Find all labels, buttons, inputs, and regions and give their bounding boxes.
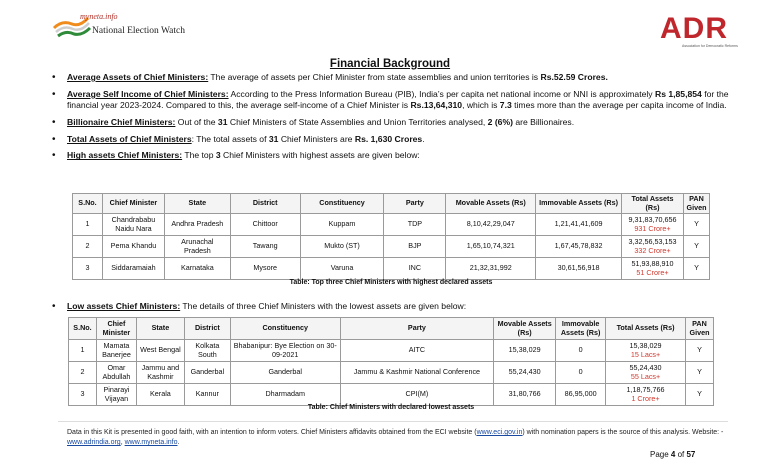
cell-constituency: Bhabanipur: Bye Election on 30-09-2021 [230,340,340,362]
bullet-text: 31 [217,116,228,127]
footer-end: . [177,439,180,446]
total-in-words: 332 Crore+ [634,245,671,255]
bullet-item [48,117,738,128]
cell-total [622,258,684,280]
cell-party: CPI(M) [340,384,494,406]
cell-district: Mysore [230,258,300,280]
column-header: State [136,318,184,340]
cell-sno: 2 [73,236,103,258]
column-header: Chief Minister [96,318,136,340]
bullet-heading: Low assets Chief Ministers: [67,301,181,311]
cell-state: Karnataka [164,258,230,280]
bullet-text: . [422,133,425,144]
table-header-row [69,318,714,340]
cell-immovable: 0 [556,362,606,384]
cell-party: AITC [340,340,494,362]
bullet-text: 31 [268,133,279,144]
cell-movable: 1,65,10,74,321 [446,236,536,258]
cell-district: Kannur [184,384,230,406]
total-amount: 15,38,029 [629,340,662,350]
cell-party: INC [384,258,446,280]
footer-divider [58,421,728,422]
adr-logo [660,14,756,48]
cell-sno: 1 [73,214,103,236]
cell-state: West Bengal [136,340,184,362]
bullet-heading: High assets Chief Ministers: [67,150,183,161]
table-caption-low: Table: Chief Ministers with declared lowest assets [307,404,475,411]
cell-pan: Y [685,362,713,384]
total-in-words: 1 Crore+ [631,393,660,403]
page-number [650,450,695,459]
table-row [69,384,714,406]
bullet-text: are Billionaires. [512,116,575,127]
myneta-tag: myneta.info [80,12,118,21]
summary-bullets [48,72,738,167]
high-assets-table [72,193,710,280]
cell-sno: 3 [69,384,97,406]
column-header: Party [340,318,494,340]
cell-constituency: Ganderbal [230,362,340,384]
cell-sno: 1 [69,340,97,362]
bullet-item [48,134,738,145]
cell-movable: 21,32,31,992 [446,258,536,280]
page-of: of [675,450,687,459]
column-header: Movable Assets (Rs) [446,194,536,214]
total-in-words: 931 Crore+ [634,223,671,233]
low-assets-table [68,317,714,406]
cell-name: Omar Abdullah [96,362,136,384]
column-header: PAN Given [685,318,713,340]
cell-sno: 3 [73,258,103,280]
cell-pan: Y [683,258,709,280]
cell-constituency: Varuna [300,258,384,280]
cell-sno: 2 [69,362,97,384]
bullet-text: The average of assets per Chief Minister from state assemblies and union territories is [208,72,541,82]
cell-state: Arunachal Pradesh [164,236,230,258]
cell-movable: 31,80,766 [494,384,556,406]
cell-immovable: 86,95,000 [556,384,606,406]
cell-pan: Y [683,214,709,236]
myneta-link[interactable]: www.myneta.info [124,439,178,446]
page-header [0,0,780,52]
column-header: PAN Given [683,194,709,214]
cell-state: Kerala [136,384,184,406]
low-assets-bullet [48,301,738,318]
cell-district: Tawang [230,236,300,258]
total-in-words: 51 Crore+ [636,267,669,277]
cell-total [622,236,684,258]
bullet-text: 2 (6%) [487,116,513,127]
cell-name: Mamata Banerjee [96,340,136,362]
bullet-text: Chief Ministers of State Assemblies and Union Territories analysed, [227,116,488,127]
cell-party: TDP [384,214,446,236]
bullet-text: , which is [462,100,500,110]
column-header: Movable Assets (Rs) [494,318,556,340]
bullet-heading: Billionaire Chief Ministers: [67,116,176,127]
cell-immovable: 1,21,41,41,609 [536,214,622,236]
cell-name: Siddaramaiah [102,258,164,280]
bullet-text: Chief Ministers are [278,133,355,144]
bullet-text: for the financial year 2023-2024. Compared to this, the average self-income of a Chief Minister is [67,88,729,110]
total-amount: 1,18,75,766 [626,384,665,394]
cell-district: Ganderbal [184,362,230,384]
table-row [73,214,710,236]
table-row [73,236,710,258]
column-header: Chief Minister [102,194,164,214]
column-header: Immovable Assets (Rs) [536,194,622,214]
bullet-text: The details of three Chief Ministers with the lowest assets are given below: [180,301,467,311]
adr-logo-text: ADR [660,12,728,45]
cell-party: Jammu & Kashmir National Conference [340,362,494,384]
cell-constituency: Dharmadam [230,384,340,406]
page-current: 4 [670,450,676,459]
footer-text: Data in this Kit is presented in good faith, with an intention to inform voters. Chief Ministers affidavits obtained from the ECI website ( [67,429,477,436]
table-caption-high: Table: Top three Chief Ministers with highest declared assets [289,279,493,286]
column-header: State [164,194,230,214]
bullet-text: Rs. 1,630 Crores [354,133,423,144]
cell-total [606,384,686,406]
column-header: S.No. [73,194,103,214]
cell-total [606,362,686,384]
bullet-heading: Average Self Income of Chief Ministers: [67,88,229,99]
cell-total [622,214,684,236]
footer-note [67,428,727,448]
total-amount: 3,32,56,53,153 [628,236,677,246]
page-label: Page [650,450,671,459]
bullet-text: The top [182,150,216,161]
cell-movable: 8,10,42,29,047 [446,214,536,236]
adr-link[interactable]: www.adrindia.org [67,439,121,446]
cell-party: BJP [384,236,446,258]
cell-state: Andhra Pradesh [164,214,230,236]
page-total: 57 [686,450,696,459]
cell-pan: Y [683,236,709,258]
total-amount: 9,31,83,70,656 [628,214,677,224]
bullet-item [48,89,738,111]
cell-constituency: Mukto (ST) [300,236,384,258]
column-header: District [184,318,230,340]
column-header: Party [384,194,446,214]
total-in-words: 15 Lacs+ [630,349,661,359]
bullet-text: : The total assets of [191,133,269,144]
footer-sep: , [120,439,125,446]
column-header: Constituency [300,194,384,214]
cell-name: Pinarayi Vijayan [96,384,136,406]
bullet-item [48,150,738,161]
bullet-heading: Average Assets of Chief Ministers: [67,72,209,82]
column-header: Constituency [230,318,340,340]
cell-district: Chittoor [230,214,300,236]
cell-immovable: 1,67,45,78,832 [536,236,622,258]
cell-state: Jammu and Kashmir [136,362,184,384]
total-in-words: 55 Lacs+ [630,371,661,381]
column-header: District [230,194,300,214]
bullet-text: Rs 1,85,854 [654,88,702,99]
eci-link[interactable]: www.eci.gov.in [476,429,523,436]
footer-text: ) with nomination papers is the source of this analysis. Website: - [522,429,724,436]
cell-pan: Y [685,384,713,406]
adr-logo-subtitle: Association for Democratic Reforms [682,44,738,48]
total-amount: 51,93,88,910 [631,258,674,268]
bullet-heading: Total Assets of Chief Ministers [67,133,192,144]
cell-movable: 55,24,430 [494,362,556,384]
cell-immovable: 30,61,56,918 [536,258,622,280]
cell-pan: Y [685,340,713,362]
bullet-text: times more than the average per capita income of India. [511,100,727,110]
bullet-text: Rs.52.59 Crores. [540,72,608,82]
bullet-text: 7.3 [499,100,512,110]
cell-immovable: 0 [556,340,606,362]
bullet-text: Rs.13,64,310 [410,100,463,110]
column-header: Immovable Assets (Rs) [556,318,606,340]
cell-name: Chandrababu Naidu Nara [102,214,164,236]
brand-name: National Election Watch [92,26,185,36]
cell-name: Pema Khandu [102,236,164,258]
bullet-text: Chief Ministers with highest assets are given below: [220,150,420,161]
cell-movable: 15,38,029 [494,340,556,362]
bullet-text: 3 [215,150,221,161]
column-header: Total Assets (Rs) [622,194,684,214]
bullet-text: Out of the [175,116,218,127]
page-title: Financial Background [329,58,451,70]
bullet-item [48,72,738,83]
column-header: S.No. [69,318,97,340]
cell-constituency: Kuppam [300,214,384,236]
column-header: Total Assets (Rs) [606,318,686,340]
table-header-row [73,194,710,214]
table-row [73,258,710,280]
cell-total [606,340,686,362]
bullet-text: According to the Press Information Bureau (PIB), India’s per capita net national income or NNI is approximately [228,88,655,99]
national-election-watch-logo [52,12,212,42]
total-amount: 55,24,430 [629,362,662,372]
table-row [69,362,714,384]
cell-district: Kolkata South [184,340,230,362]
table-row [69,340,714,362]
